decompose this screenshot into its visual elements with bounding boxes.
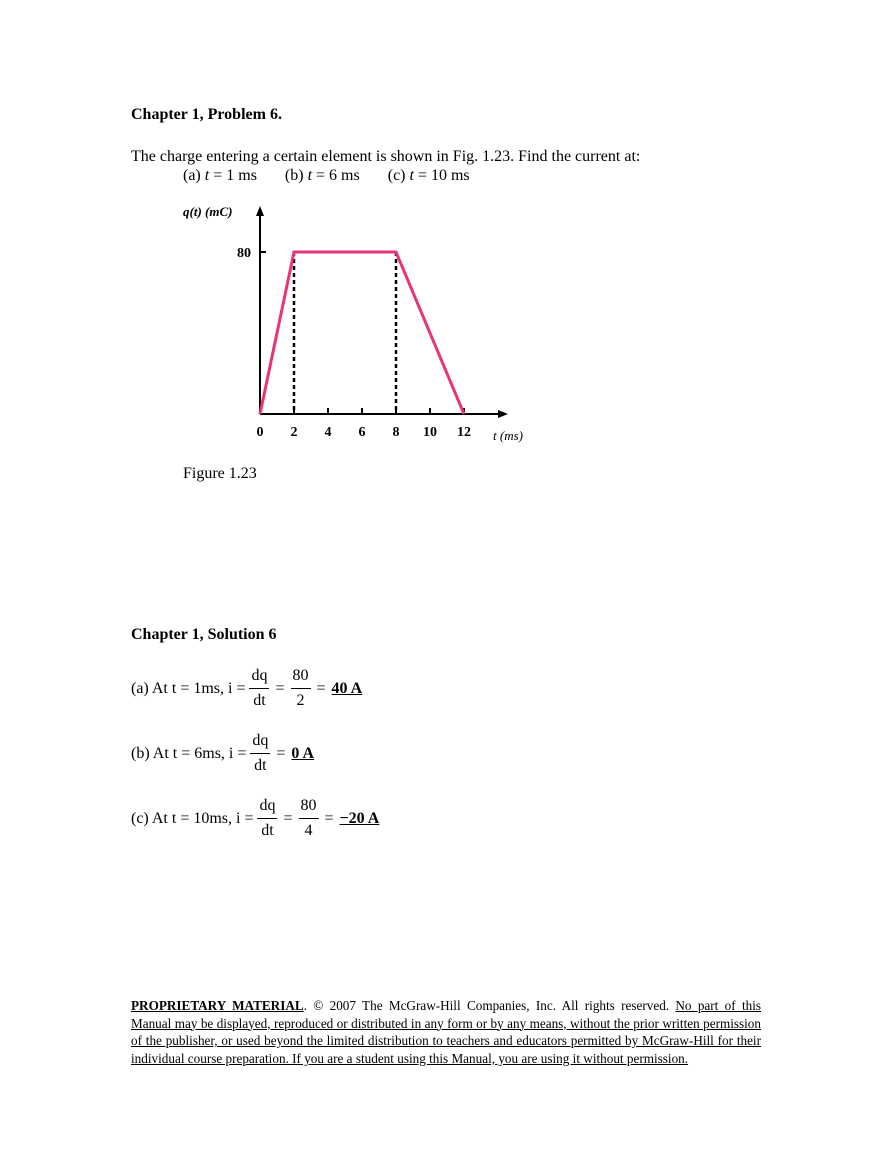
answer-a: 40 A [331, 679, 363, 697]
permission-text: No part of this Manual may be displayed, reproduced or distributed in any form or by any means, without the prior written permission of the publisher, or used beyond the limited distribution to teachers and educators permitted by McGraw-Hill for their individual course preparation. If you are a student using this Manual, you are using it without permission. [131, 998, 761, 1066]
x-tick-labels [257, 425, 472, 440]
solution-b-prefix: (b) At t = 6ms, i = [131, 744, 247, 762]
fraction-dq-dt: $\frac{dq}{dt}$ [252, 732, 269, 774]
solution-b: (b) At t = 6ms, i = $\frac{dq}{dt}$ = 0 A [131, 732, 315, 774]
y-axis-label: q(t) (mC) [183, 204, 233, 219]
x-tick-label-4: 4 [324, 425, 332, 440]
x-tick-label-10: 10 [423, 425, 437, 440]
proprietary-notice [131, 997, 761, 1067]
solution-title: Chapter 1, Solution 6 [131, 626, 277, 643]
part-c: (c) t = 10 ms [387, 167, 470, 184]
figure-caption: Figure 1.23 [183, 465, 257, 482]
answer-b: 0 A [291, 744, 315, 762]
solution-a: (a) At t = 1ms, i = $\frac{dq}{dt}$ = $\frac{80}{2}$ = 40 A [131, 667, 363, 709]
solution-c: (c) At t = 10ms, i = $\frac{dq}{dt}$ = $\frac{80}{4}$ = −20 A [131, 797, 380, 839]
problem-title: Chapter 1, Problem 6. [131, 106, 282, 123]
answer-c: −20 A [339, 809, 380, 827]
part-b: (b) t = 6 ms [284, 167, 360, 184]
y-axis-arrow-icon [256, 206, 264, 216]
x-tick-label-8: 8 [392, 425, 400, 440]
copyright-text: . © 2007 The McGraw-Hill Companies, Inc. All rights reserved. [303, 998, 676, 1013]
problem-statement: The charge entering a certain element is shown in Fig. 1.23. Find the current at: [131, 148, 641, 165]
problem-parts [183, 167, 470, 185]
y-tick-label-80: 80 [237, 246, 251, 261]
fraction-80-2: $\frac{80}{2}$ [292, 667, 309, 709]
fraction-dq-dt: $\frac{dq}{dt}$ [259, 797, 276, 839]
fraction-dq-dt: $\frac{dq}{dt}$ [251, 667, 268, 709]
x-tick-label-2: 2 [290, 425, 298, 440]
fraction-80-4: $\frac{80}{4}$ [300, 797, 317, 839]
proprietary-label: PROPRIETARY MATERIAL [131, 998, 304, 1013]
figure-1-23-chart [175, 200, 545, 455]
x-axis-label: t (ms) [493, 428, 523, 443]
x-tick-label-0: 0 [256, 425, 264, 440]
x-axis-arrow-icon [498, 410, 508, 418]
solution-c-prefix: (c) At t = 10ms, i = [131, 809, 254, 827]
x-tick-label-12: 12 [457, 425, 471, 440]
x-tick-label-6: 6 [358, 425, 366, 440]
part-a: (a) t = 1 ms [183, 167, 257, 184]
charge-series-line [260, 252, 464, 414]
solution-a-prefix: (a) At t = 1ms, i = [131, 679, 246, 697]
